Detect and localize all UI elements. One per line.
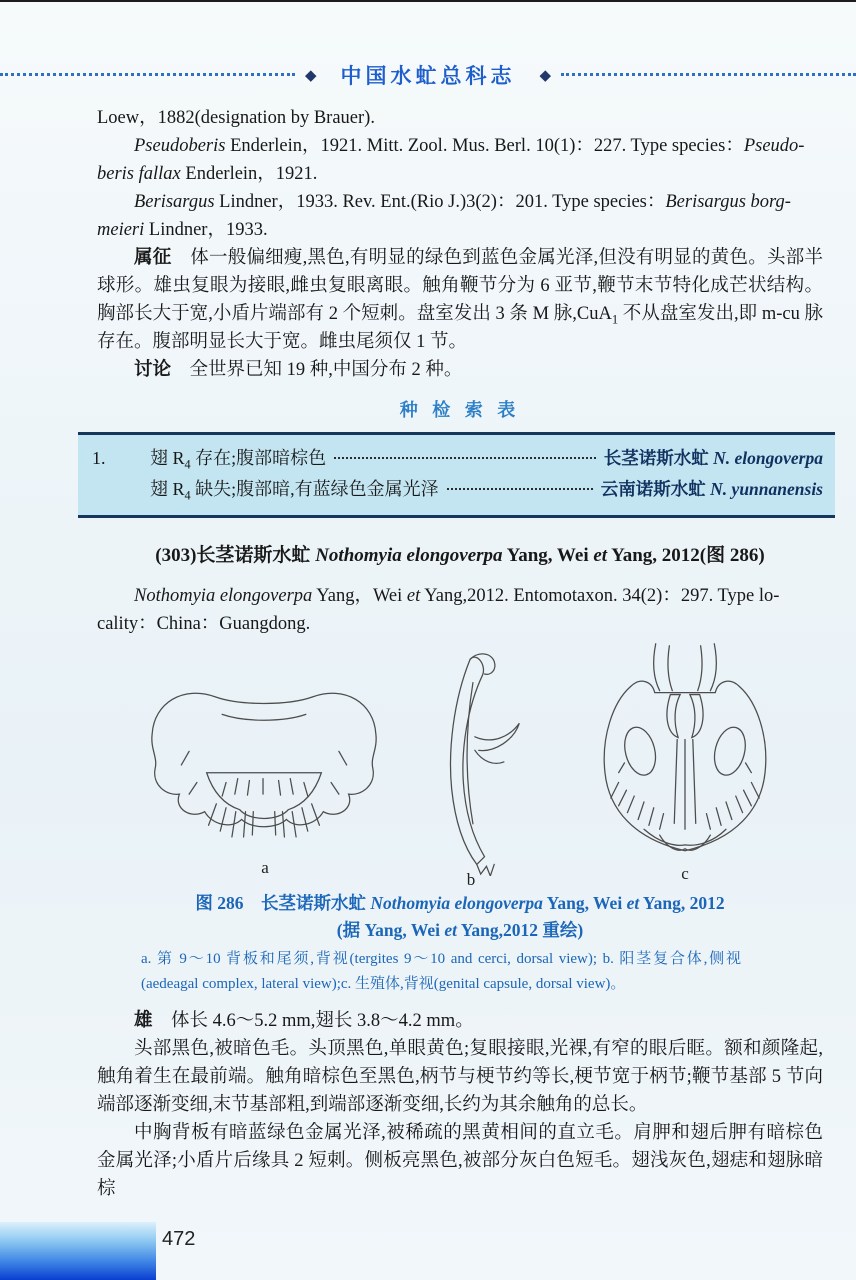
key-row-species: 长茎诺斯水虻 N. elongoverpa [603, 448, 823, 468]
key-row [92, 474, 823, 505]
figure-part-label-a: a [261, 858, 269, 877]
genital-capsule-drawing [559, 636, 811, 880]
header-dotted-line-left [0, 73, 295, 76]
species-citation-line: cality：China：Guangdong. [97, 614, 311, 634]
figure-286 [97, 644, 823, 890]
key-row-description: 翅 $R_4$ 存在;腹部暗棕色 [150, 448, 327, 472]
diamond-icon: ◆ [304, 67, 317, 84]
species-heading: (303)长茎诺斯水虻 Nothomyia elongoverpa Yang, Wei et Yang, 2012(图 286) [155, 545, 765, 566]
male-measurements-paragraph: 雄 体长 4.6～5.2 mm,翅长 3.8～4.2 mm。 [134, 1011, 474, 1031]
citation-line: Berisargus Lindner，1933. Rev. Ent.(Rio J.)3(2)：201. Type species：Berisargus borg- [134, 192, 791, 212]
tergites-cerci-drawing [129, 658, 399, 870]
citation-line: Pseudoberis Enderlein，1921. Mitt. Zool. Mus. Berl. 10(1)：227. Type species：Pseudo- [134, 136, 805, 156]
species-citation-line: Nothomyia elongoverpa Yang，Wei et Yang,2012. Entomotaxon. 34(2)：297. Type lo- [134, 586, 780, 606]
male-head-paragraph: 头部黑色,被暗色毛。头顶黑色,单眼黄色;复眼接眼,光裸,有窄的眼后眶。额和颜隆起,触角着生在最前端。触角暗棕色至黑色,柄节与梗节约等长,梗节宽于柄节;鞭节基部 5 节向端部逐渐变细,末节基部粗,到端部逐渐变细,长约为其余触角的总长。 [97, 1039, 823, 1115]
figure-caption-note: a. 第 9～10 背板和尾须,背视(tergites 9～10 and cerci, dorsal view); b. 阳茎复合体,侧视(aedeagal complex, lateral view);c. 生殖体,背视(genital capsule, dorsal view)。 [141, 951, 741, 992]
species-key-table [78, 432, 835, 518]
genus-discussion-paragraph: 讨论 全世界已知 19 种,中国分布 2 种。 [134, 360, 463, 380]
key-row-description: 翅 $R_4$ 缺失;腹部暗,有蓝绿色金属光泽 [150, 479, 439, 503]
key-row [92, 443, 823, 474]
figure-caption-line2: (据 Yang, Wei et Yang,2012 重绘) [336, 920, 584, 940]
species-key-title: 种 检 索 表 [399, 400, 521, 420]
dotted-leader [447, 488, 593, 490]
male-thorax-paragraph: 中胸背板有暗蓝绿色金属光泽,被稀疏的黑黄相间的直立毛。肩胛和翅后胛有暗棕色金属光泽;小盾片后缘具 2 短刺。侧板亮黑色,被部分灰白色短毛。翅浅灰色,翅痣和翅脉暗棕 [97, 1123, 823, 1199]
key-row-number: 1. [92, 448, 106, 468]
page-content [92, 104, 824, 1203]
citation-line: meieri Lindner，1933. [97, 220, 268, 240]
book-title: 中国水虻总科志 [340, 65, 516, 88]
figure-caption-line1: 图 286 长茎诺斯水虻 Nothomyia elongoverpa Yang, Wei et Yang, 2012 [195, 893, 725, 913]
footer-gradient-block [0, 1222, 156, 1280]
diamond-icon: ◆ [539, 67, 552, 84]
running-header [0, 60, 856, 90]
genus-characters-paragraph: 属征 体一般偏细瘦,黑色,有明显的绿色到蓝色金属光泽,但没有明显的黄色。头部半球形。雄虫复眼为接眼,雌虫复眼离眼。触角鞭节分为 6 亚节,鞭节末节特化成芒状结构。胸部长大于宽,小盾片端部有 2 个短刺。盘室发出 3 条 M 脉,CuA$_1$ 不从盘室发出,即 m-cu 脉存在。腹部明显长大于宽。雌虫尾须仅 1 节。 [97, 248, 824, 352]
key-row-species: 云南诺斯水虻 N. yunnanensis [600, 479, 823, 499]
page-number: 472 [162, 1228, 196, 1250]
aedeagal-complex-drawing [415, 644, 527, 876]
citation-line: beris fallax Enderlein，1921. [97, 164, 318, 184]
header-dotted-line-right [561, 73, 856, 76]
page-top-edge [0, 0, 856, 2]
citation-line: Loew，1882(designation by Brauer). [97, 108, 375, 128]
dotted-leader [334, 457, 596, 459]
figure-part-label-b: b [466, 870, 476, 889]
figure-part-label-c: c [681, 864, 689, 883]
